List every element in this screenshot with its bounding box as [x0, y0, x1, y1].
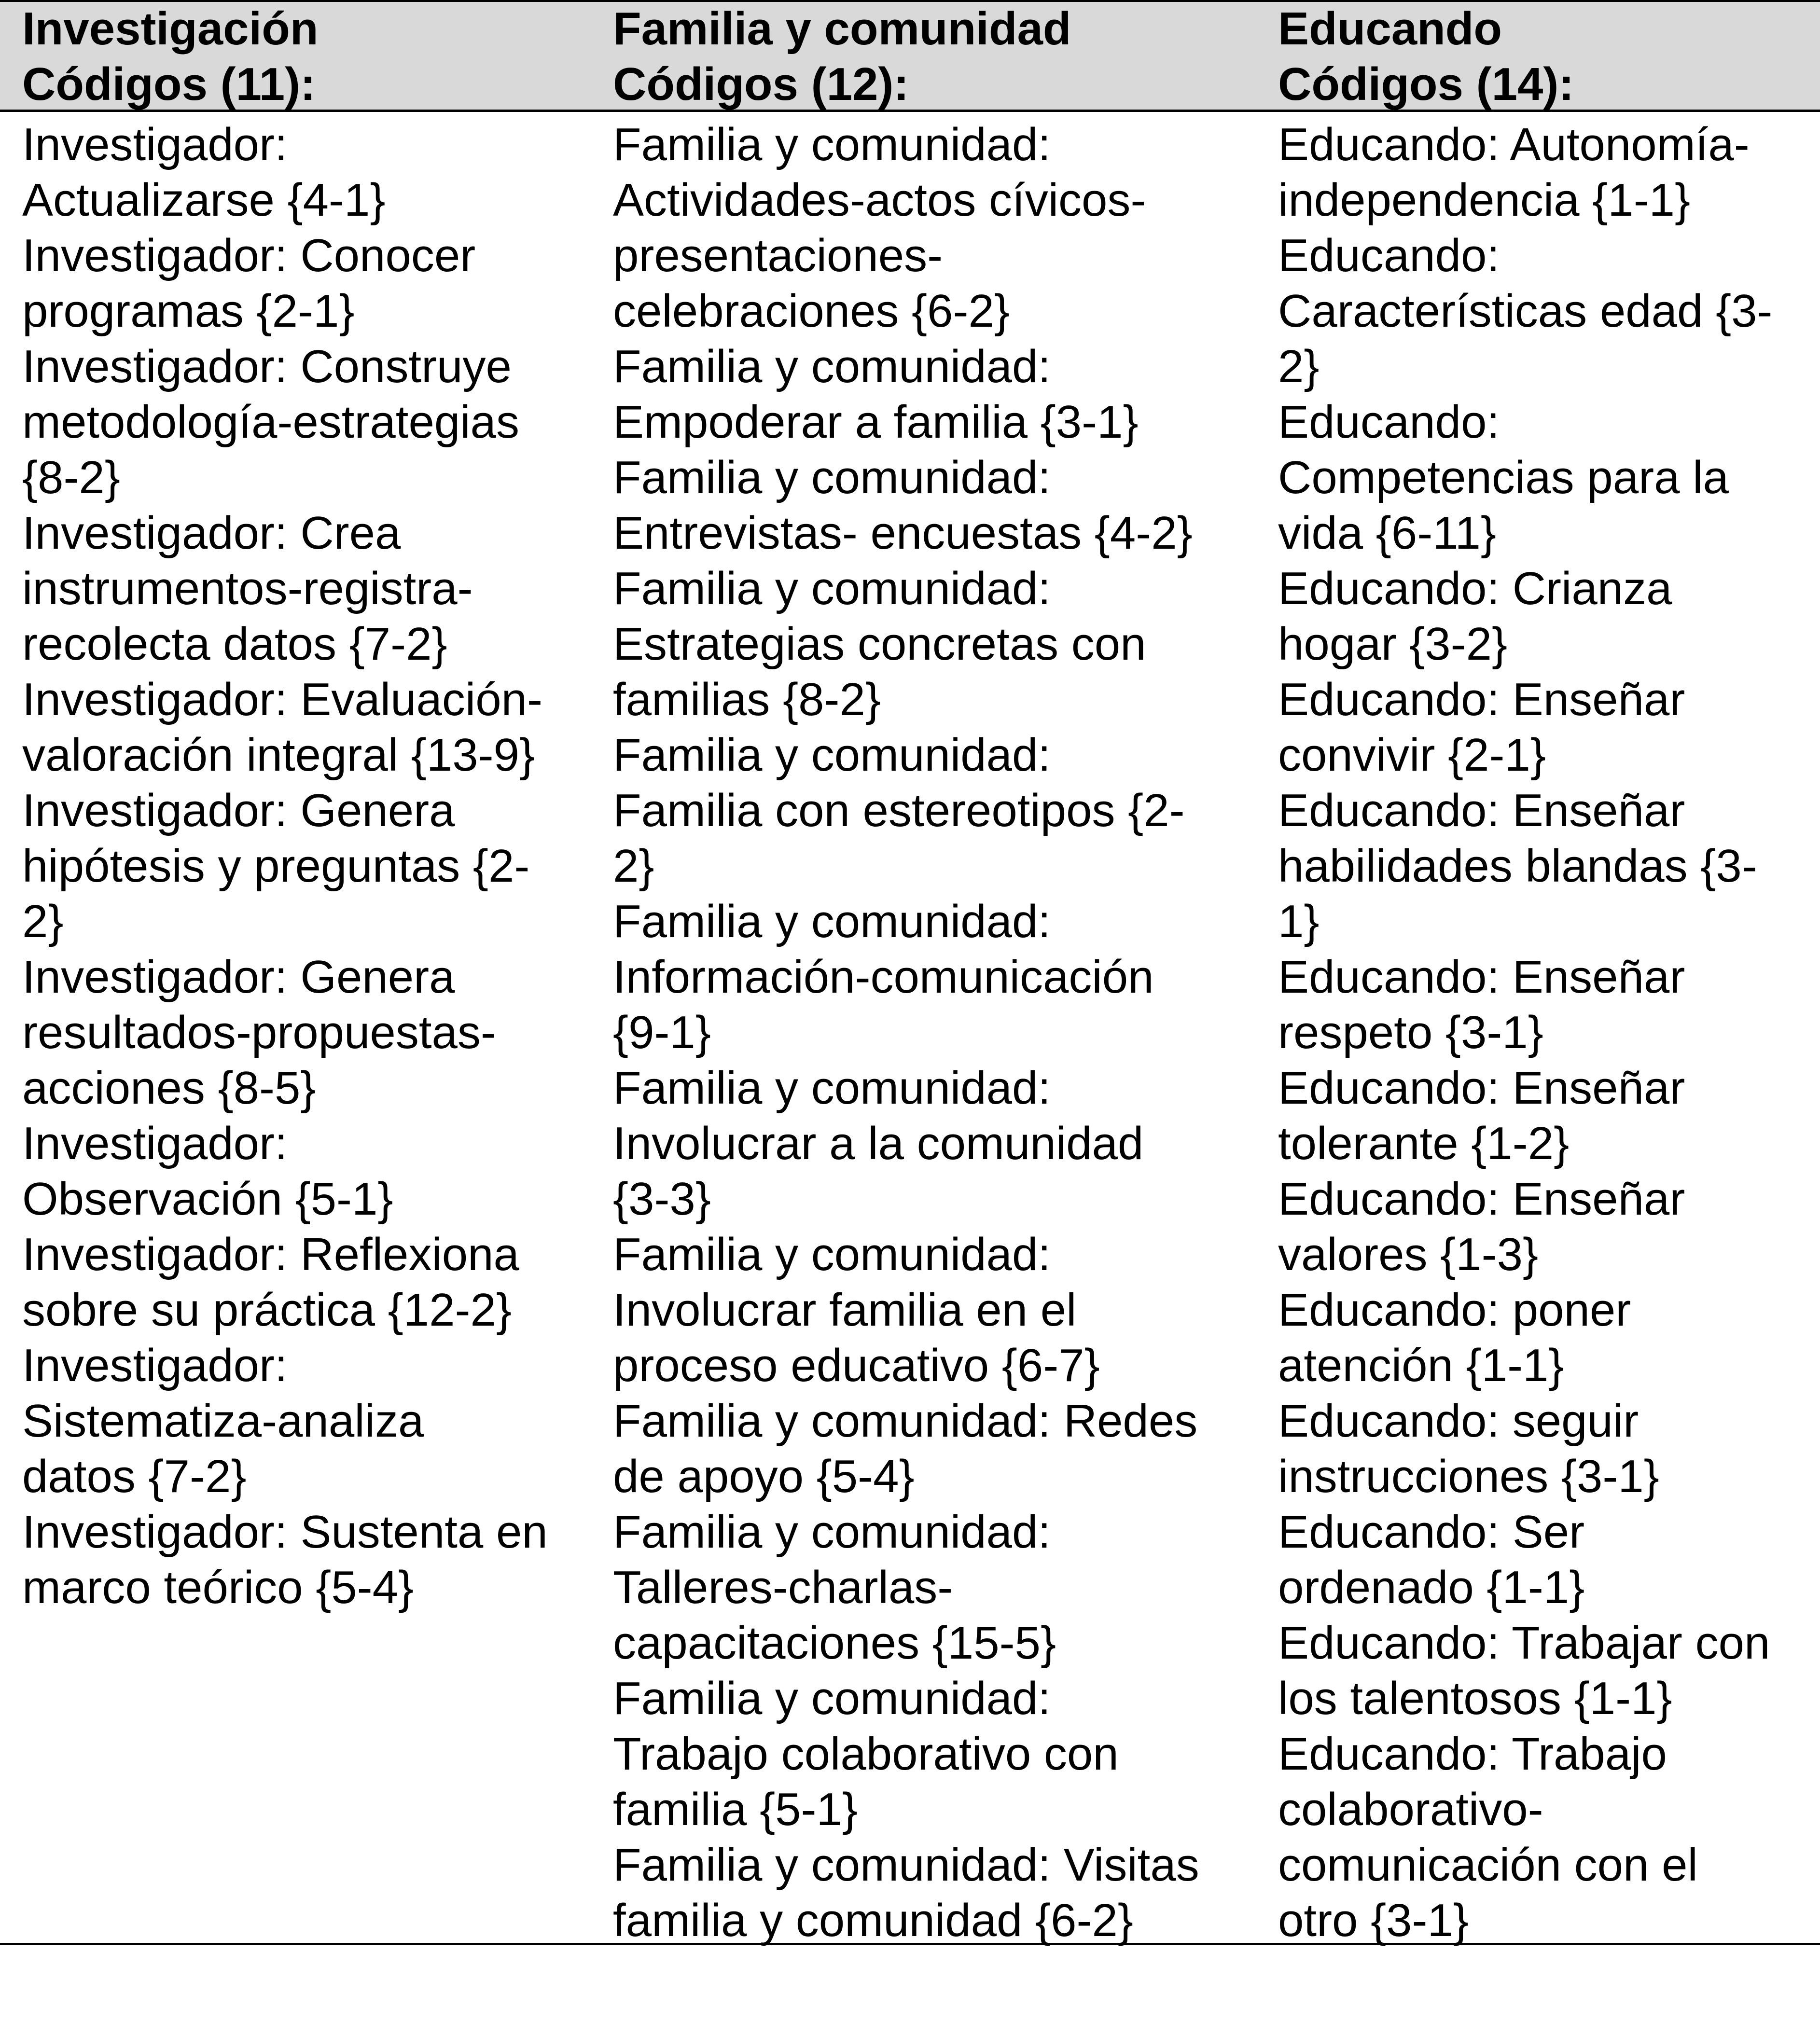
- code-entry: [613, 1504, 1199, 1671]
- code-line: Entrevistas- encuestas {4-2}: [613, 507, 1193, 559]
- code-line: Actualizarse {4-1}: [22, 174, 386, 226]
- code-entry: [613, 1393, 1199, 1504]
- code-entry: [1278, 672, 1773, 783]
- code-entry: [22, 1116, 548, 1227]
- code-line: Educando: Enseñar: [1278, 785, 1685, 836]
- code-line: marco teórico {5-4}: [22, 1562, 414, 1613]
- code-line: Sistematiza-analiza: [22, 1395, 424, 1447]
- code-entry: [613, 561, 1199, 727]
- code-line: Familia y comunidad:: [613, 896, 1051, 947]
- code-entry: [22, 228, 548, 339]
- code-line: Investigador: Crea: [22, 507, 401, 559]
- code-entry: [1278, 1726, 1773, 1948]
- code-list: [1278, 112, 1773, 1948]
- code-entry: [22, 949, 548, 1116]
- code-entry: [22, 505, 548, 672]
- code-line: Trabajo colaborativo con: [613, 1728, 1119, 1780]
- code-line: instrumentos-registra-: [22, 563, 473, 614]
- code-line: Investigador: Reflexiona: [22, 1229, 519, 1280]
- column-header: [613, 0, 1199, 112]
- code-entry: [613, 339, 1199, 450]
- code-line: Educando: Enseñar: [1278, 674, 1685, 725]
- code-line: Educando:: [1278, 230, 1500, 281]
- code-line: Involucrar a la comunidad: [613, 1118, 1144, 1169]
- code-line: Empoderar a familia {3-1}: [613, 396, 1139, 448]
- code-line: valores {1-3}: [1278, 1229, 1539, 1280]
- code-entry: [1278, 394, 1773, 561]
- code-entry: [613, 1227, 1199, 1393]
- code-line: Educando: Enseñar: [1278, 951, 1685, 1003]
- code-entry: [22, 117, 548, 228]
- code-list: [22, 112, 548, 1615]
- code-line: Educando: Enseñar: [1278, 1173, 1685, 1225]
- code-line: Actividades-actos cívicos-: [613, 174, 1146, 226]
- code-entry: [22, 1227, 548, 1338]
- code-line: atención {1-1}: [1278, 1340, 1564, 1391]
- code-entry: [22, 339, 548, 505]
- code-line: Educando: seguir: [1278, 1395, 1639, 1447]
- code-line: 1}: [1278, 896, 1320, 947]
- code-line: ordenado {1-1}: [1278, 1562, 1585, 1613]
- code-line: hogar {3-2}: [1278, 618, 1508, 670]
- code-line: hipótesis y preguntas {2-: [22, 840, 530, 892]
- code-entry: [1278, 1171, 1773, 1282]
- code-line: Familia y comunidad: Visitas: [613, 1839, 1199, 1891]
- code-line: Educando: Trabajo: [1278, 1728, 1667, 1780]
- code-entry: [22, 1504, 548, 1615]
- code-line: Familia y comunidad: Redes: [613, 1395, 1198, 1447]
- code-line: 2}: [22, 896, 64, 947]
- code-line: habilidades blandas {3-: [1278, 840, 1757, 892]
- code-entry: [1278, 1393, 1773, 1504]
- code-entry: [22, 672, 548, 783]
- code-line: los talentosos {1-1}: [1278, 1673, 1672, 1724]
- code-line: Familia y comunidad:: [613, 1506, 1051, 1558]
- code-line: Involucrar familia en el: [613, 1284, 1077, 1336]
- table-bottom-rule: [0, 1943, 1820, 1945]
- code-line: metodología-estrategias: [22, 396, 519, 448]
- column-codes-count: Códigos (14):: [1278, 58, 1574, 110]
- code-entry: [1278, 117, 1773, 228]
- code-line: Educando: Trabajar con: [1278, 1617, 1770, 1669]
- code-entry: [1278, 1282, 1773, 1393]
- code-line: Observación {5-1}: [22, 1173, 393, 1225]
- column-codes-count: Códigos (11):: [22, 58, 316, 110]
- column-familia-comunidad: [613, 0, 1199, 1948]
- code-line: tolerante {1-2}: [1278, 1118, 1570, 1169]
- code-entry: [1278, 1060, 1773, 1171]
- code-line: otro {3-1}: [1278, 1895, 1469, 1946]
- code-line: Investigador: Genera: [22, 951, 455, 1003]
- code-line: Investigador: Construye: [22, 341, 512, 392]
- column-heading: Educando: [1278, 3, 1502, 55]
- column-educando: [1278, 0, 1773, 1948]
- code-line: valoración integral {13-9}: [22, 729, 535, 781]
- code-line: Estrategias concretas con: [613, 618, 1146, 670]
- column-heading: Investigación: [22, 3, 319, 55]
- code-line: Familia y comunidad:: [613, 1062, 1051, 1114]
- code-line: 2}: [613, 840, 654, 892]
- code-line: Familia y comunidad:: [613, 729, 1051, 781]
- code-line: Educando:: [1278, 396, 1500, 448]
- code-line: recolecta datos {7-2}: [22, 618, 447, 670]
- code-line: familia y comunidad {6-2}: [613, 1895, 1133, 1946]
- code-line: familia {5-1}: [613, 1784, 858, 1835]
- code-line: Investigador: Genera: [22, 785, 455, 836]
- code-line: vida {6-11}: [1278, 507, 1496, 559]
- code-line: Familia y comunidad:: [613, 341, 1051, 392]
- code-line: Investigador:: [22, 119, 288, 170]
- code-line: presentaciones-: [613, 230, 943, 281]
- code-entry: [22, 783, 548, 949]
- code-line: independencia {1-1}: [1278, 174, 1691, 226]
- code-line: 2}: [1278, 341, 1320, 392]
- code-line: sobre su práctica {12-2}: [22, 1284, 512, 1336]
- code-entry: [1278, 1615, 1773, 1726]
- code-line: Familia con estereotipos {2-: [613, 785, 1185, 836]
- code-line: Educando: poner: [1278, 1284, 1631, 1336]
- code-line: Educando: Autonomía-: [1278, 119, 1750, 170]
- code-entry: [22, 1338, 548, 1504]
- code-line: familias {8-2}: [613, 674, 881, 725]
- code-entry: [1278, 561, 1773, 672]
- code-line: datos {7-2}: [22, 1451, 247, 1502]
- code-line: Competencias para la: [1278, 452, 1729, 503]
- code-line: acciones {8-5}: [22, 1062, 316, 1114]
- code-entry: [1278, 1504, 1773, 1615]
- code-line: proceso educativo {6-7}: [613, 1340, 1100, 1391]
- code-line: Investigador: Evaluación-: [22, 674, 542, 725]
- code-line: Familia y comunidad:: [613, 452, 1051, 503]
- code-line: Investigador:: [22, 1340, 288, 1391]
- column-header: [1278, 0, 1773, 112]
- code-line: Características edad {3-: [1278, 285, 1773, 337]
- code-line: colaborativo-: [1278, 1784, 1543, 1835]
- column-codes-count: Códigos (12):: [613, 58, 909, 110]
- code-line: instrucciones {3-1}: [1278, 1451, 1659, 1502]
- code-entry: [613, 1671, 1199, 1837]
- code-line: programas {2-1}: [22, 285, 355, 337]
- code-line: Información-comunicación: [613, 951, 1154, 1003]
- code-list: [613, 112, 1199, 1948]
- code-line: comunicación con el: [1278, 1839, 1698, 1891]
- code-line: Familia y comunidad:: [613, 563, 1051, 614]
- code-entry: [613, 117, 1199, 339]
- code-line: celebraciones {6-2}: [613, 285, 1010, 337]
- code-entry: [613, 727, 1199, 894]
- code-entry: [1278, 228, 1773, 394]
- code-line: Educando: Ser: [1278, 1506, 1585, 1558]
- code-line: Familia y comunidad:: [613, 1673, 1051, 1724]
- column-heading: Familia y comunidad: [613, 3, 1071, 55]
- code-line: Educando: Enseñar: [1278, 1062, 1685, 1114]
- code-line: Investigador: Conocer: [22, 230, 476, 281]
- code-entry: [1278, 949, 1773, 1060]
- column-header: [22, 0, 548, 112]
- code-line: respeto {3-1}: [1278, 1007, 1543, 1058]
- code-line: convivir {2-1}: [1278, 729, 1546, 781]
- code-line: {9-1}: [613, 1007, 711, 1058]
- code-line: {8-2}: [22, 452, 120, 503]
- code-entry: [613, 450, 1199, 561]
- code-line: capacitaciones {15-5}: [613, 1617, 1056, 1669]
- code-line: resultados-propuestas-: [22, 1007, 496, 1058]
- code-line: Talleres-charlas-: [613, 1562, 953, 1613]
- code-entry: [613, 1060, 1199, 1227]
- code-entry: [613, 1837, 1199, 1948]
- code-line: Investigador:: [22, 1118, 288, 1169]
- code-line: Educando: Crianza: [1278, 563, 1672, 614]
- code-line: Investigador: Sustenta en: [22, 1506, 548, 1558]
- code-line: Familia y comunidad:: [613, 119, 1051, 170]
- code-line: {3-3}: [613, 1173, 711, 1225]
- code-entry: [613, 894, 1199, 1060]
- code-line: de apoyo {5-4}: [613, 1451, 915, 1502]
- code-entry: [1278, 783, 1773, 949]
- column-investigacion: [22, 0, 548, 1615]
- code-line: Familia y comunidad:: [613, 1229, 1051, 1280]
